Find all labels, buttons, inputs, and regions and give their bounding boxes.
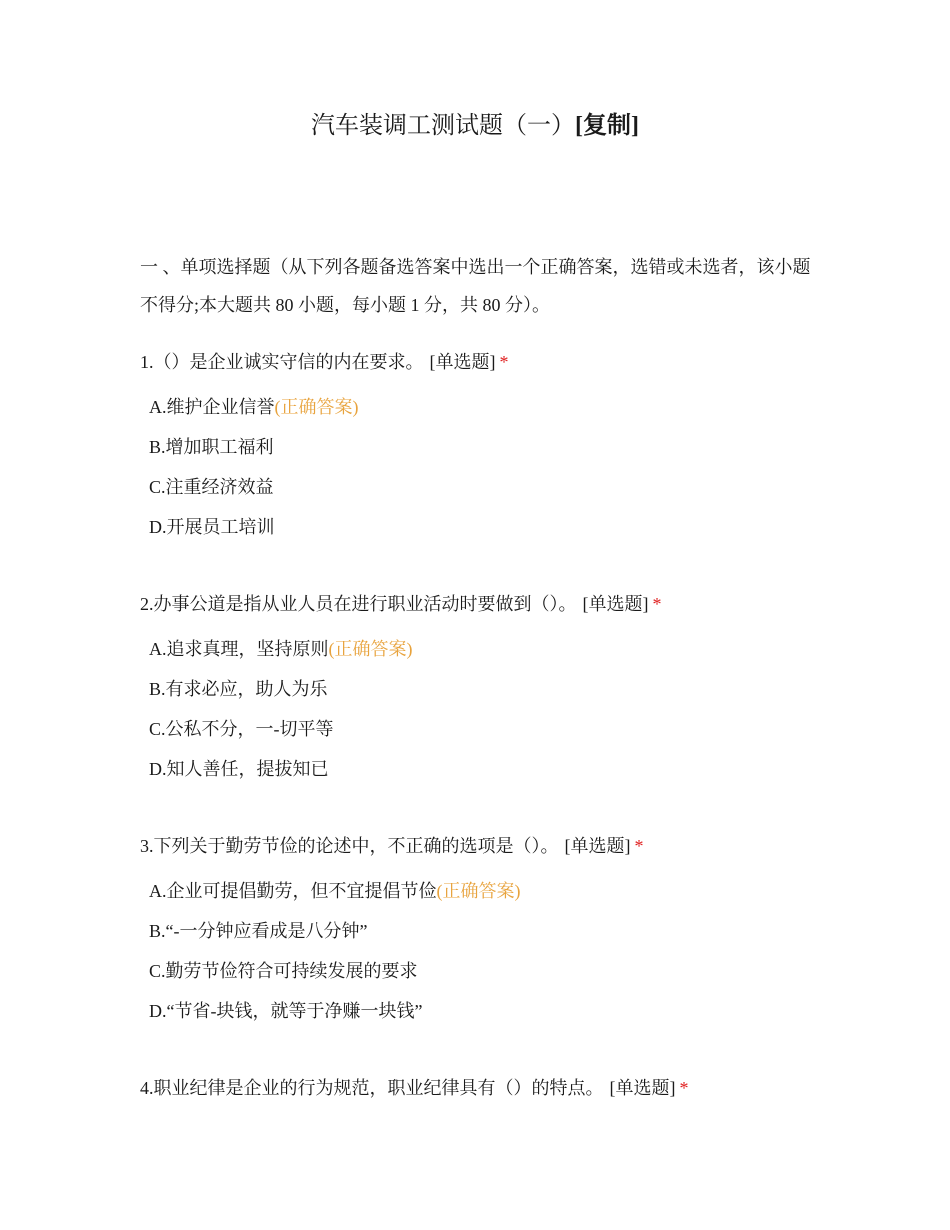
correct-answer-tag: (正确答案) — [274, 397, 359, 417]
option-d[interactable] — [149, 756, 840, 796]
question-type: [单选题] — [582, 594, 649, 614]
question-1 — [140, 349, 840, 554]
question-type: [单选题] — [429, 352, 496, 372]
option-label: A.企业可提倡勤劳，但不宜提倡节俭 — [149, 881, 437, 901]
question-2 — [140, 591, 840, 796]
section-heading: 一 、单项选择题（从下列各题备选答案中选出一个正确答案，选错或未选者，该小题不得分;本大题共 80 小题，每小题 1 分，共 80 分）。 — [140, 257, 811, 315]
option-c[interactable] — [149, 716, 840, 756]
option-b[interactable] — [149, 434, 840, 474]
option-label: B.“-一分钟应看成是八分钟” — [149, 921, 368, 941]
option-c[interactable] — [149, 474, 840, 514]
option-label: C.注重经济效益 — [149, 477, 274, 497]
question-type: [单选题] — [564, 836, 631, 856]
required-marker: * — [652, 594, 662, 614]
required-marker: * — [499, 352, 509, 372]
option-b[interactable] — [149, 918, 840, 958]
required-marker: * — [634, 836, 644, 856]
question-text — [140, 833, 840, 859]
question-stem: 4.职业纪律是企业的行为规范，职业纪律具有（）的特点。 — [140, 1078, 604, 1098]
option-b[interactable] — [149, 676, 840, 716]
option-c[interactable] — [149, 958, 840, 998]
option-label: D.知人善任，提拔知已 — [149, 759, 329, 779]
correct-answer-tag: (正确答案) — [436, 881, 521, 901]
question-text — [140, 349, 840, 375]
option-a[interactable] — [149, 394, 840, 434]
required-marker: * — [679, 1078, 689, 1098]
question-stem: 1.（）是企业诚实守信的内在要求。 — [140, 352, 424, 372]
question-text — [140, 1075, 840, 1101]
question-type: [单选题] — [609, 1078, 676, 1098]
question-stem: 2.办事公道是指从业人员在进行职业活动时要做到（）。 — [140, 594, 577, 614]
option-label: C.勤劳节俭符合可持续发展的要求 — [149, 961, 418, 981]
correct-answer-tag: (正确答案) — [328, 639, 413, 659]
option-list — [149, 878, 840, 1038]
option-a[interactable] — [149, 636, 840, 676]
question-stem: 3.下列关于勤劳节俭的论述中，不正确的选项是（）。 — [140, 836, 559, 856]
option-label: A.维护企业信誉 — [149, 397, 275, 417]
option-label: B.有求必应，助人为乐 — [149, 679, 328, 699]
option-a[interactable] — [149, 878, 840, 918]
option-label: D.“节省-块钱，就等于净赚一块钱” — [149, 1001, 423, 1021]
title-copy-suffix: [复制] — [575, 113, 639, 139]
question-text — [140, 591, 840, 617]
option-label: C.公私不分，一-切平等 — [149, 719, 334, 739]
page-title — [0, 110, 950, 142]
question-4 — [140, 1075, 840, 1101]
option-label: B.增加职工福利 — [149, 437, 274, 457]
question-3 — [140, 833, 840, 1038]
option-d[interactable] — [149, 514, 840, 554]
option-list — [149, 636, 840, 796]
option-list — [149, 394, 840, 554]
option-label: D.开展员工培训 — [149, 517, 275, 537]
option-label: A.追求真理，坚持原则 — [149, 639, 329, 659]
title-main: 汽车装调工测试题（一） — [311, 113, 575, 139]
option-d[interactable] — [149, 998, 840, 1038]
